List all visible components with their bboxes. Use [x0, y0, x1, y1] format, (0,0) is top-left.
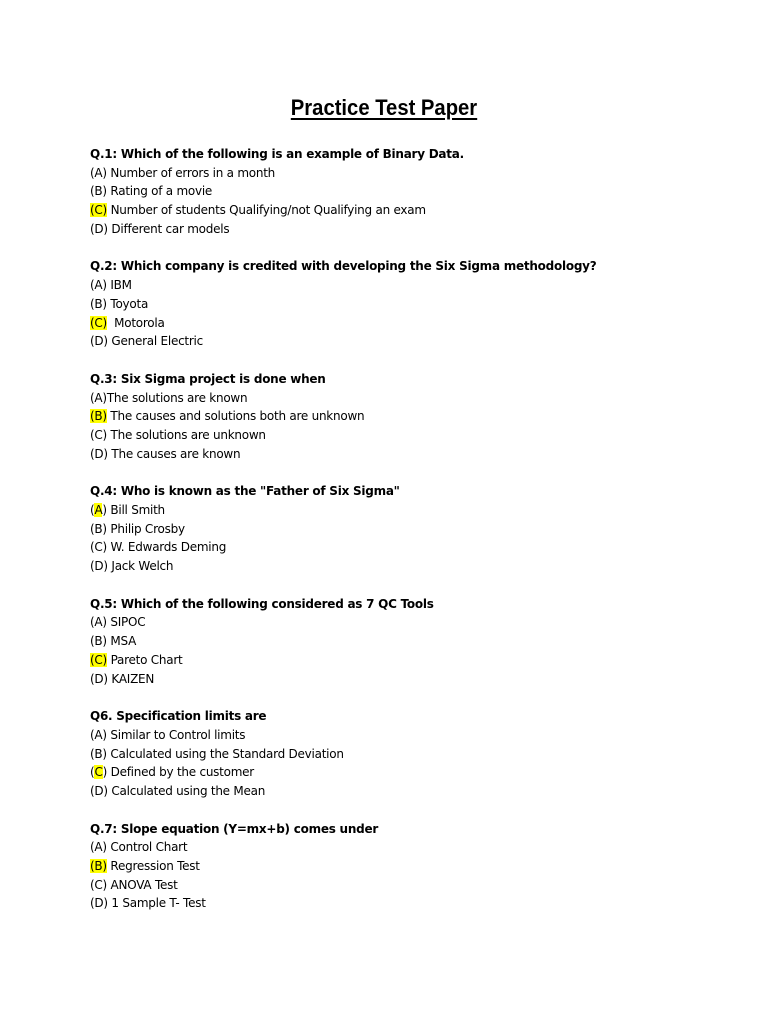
- answer-option: (B) Philip Crosby: [90, 521, 185, 536]
- answer-option: (B) Rating of a movie: [90, 184, 213, 199]
- question-text: Q.5: Which of the following considered as 7 QC Tools: [90, 596, 434, 611]
- question-text: Q6. Specification limits are: [90, 709, 267, 724]
- answer-option: (D) The causes are known: [90, 446, 241, 461]
- question-block: [90, 595, 710, 688]
- answer-option: (D) General Electric: [90, 334, 203, 349]
- question-text: Q.7: Slope equation (Y=mx+b) comes under: [90, 821, 379, 836]
- answer-highlight: (C): [90, 315, 107, 330]
- question-block: [90, 707, 710, 800]
- answer-option-highlighted: (A) Bill Smith: [90, 503, 165, 517]
- answer-option-highlighted: (B) The causes and solutions both are unknown: [90, 409, 365, 424]
- answer-option: (C) The solutions are unknown: [90, 427, 266, 442]
- answer-option: (D) 1 Sample T- Test: [90, 896, 206, 911]
- answer-option: (A) Number of errors in a month: [90, 165, 276, 180]
- question-text: Q.4: Who is known as the "Father of Six Sigma": [90, 484, 400, 499]
- answer-option: (B) Calculated using the Standard Deviation: [90, 746, 344, 761]
- question-block: [90, 370, 710, 463]
- question-block: [90, 482, 710, 575]
- answer-highlight: (C): [90, 203, 107, 218]
- answer-option: (C) ANOVA Test: [90, 877, 178, 892]
- answer-option: (A) Similar to Control limits: [90, 727, 246, 742]
- question-block: [90, 820, 710, 913]
- answer-option-highlighted: (C) Pareto Chart: [90, 652, 183, 667]
- answer-option: (B) MSA: [90, 634, 137, 649]
- answer-highlight: (B): [90, 409, 107, 424]
- answer-highlight: (B): [90, 859, 107, 873]
- question-list: [90, 145, 710, 932]
- answer-option-highlighted: (B) Regression Test: [90, 859, 200, 873]
- answer-option: (D) KAIZEN: [90, 671, 155, 686]
- answer-option-highlighted: (C) Defined by the customer: [90, 765, 254, 780]
- question-block: [90, 145, 710, 238]
- answer-option-highlighted: (C) Motorola: [90, 315, 165, 330]
- answer-option: (A) IBM: [90, 278, 132, 293]
- question-block: [90, 257, 710, 350]
- answer-highlight: A: [94, 503, 103, 517]
- answer-option: (D) Calculated using the Mean: [90, 783, 266, 798]
- question-text: Q.2: Which company is credited with developing the Six Sigma methodology?: [90, 259, 597, 274]
- answer-option-highlighted: (C) Number of students Qualifying/not Qualifying an exam: [90, 203, 426, 218]
- answer-option: (A) Control Chart: [90, 840, 188, 855]
- answer-option: (A) SIPOC: [90, 615, 146, 630]
- answer-option: (A)The solutions are known: [90, 390, 248, 405]
- page-title: Practice Test Paper: [290, 95, 478, 120]
- answer-option: (D) Jack Welch: [90, 559, 174, 574]
- answer-highlight: C: [94, 765, 103, 780]
- answer-option: (C) W. Edwards Deming: [90, 540, 227, 555]
- answer-highlight: (C): [90, 652, 107, 667]
- answer-option: (B) Toyota: [90, 296, 149, 311]
- answer-option: (D) Different car models: [90, 221, 230, 236]
- question-text: Q.1: Which of the following is an example of Binary Data.: [90, 147, 464, 161]
- question-text: Q.3: Six Sigma project is done when: [90, 371, 326, 386]
